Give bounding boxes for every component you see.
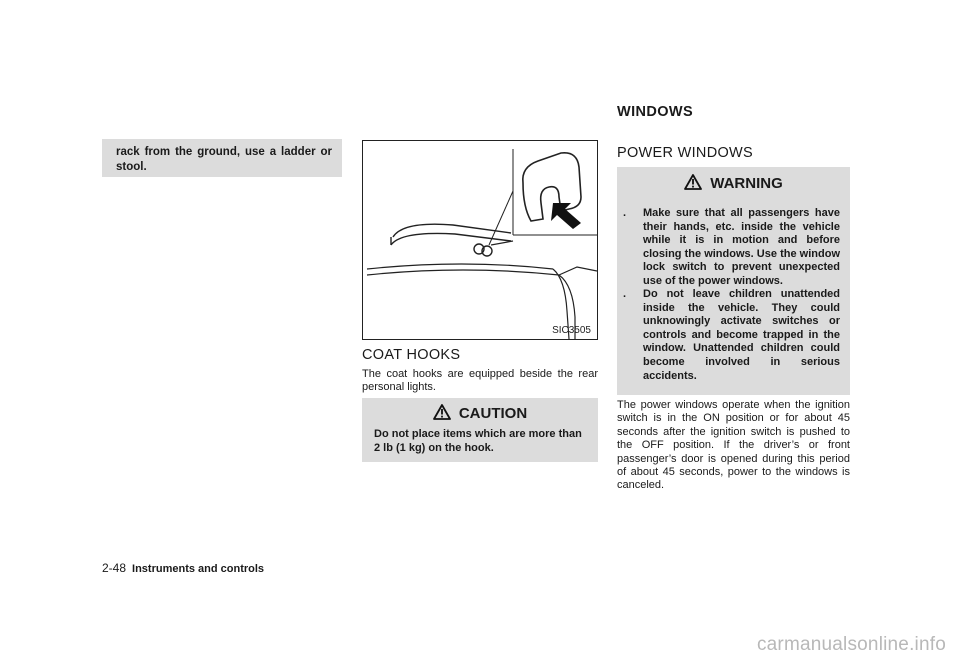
watermark: carmanualsonline.info <box>756 634 946 655</box>
coat-hooks-body: The coat hooks are equipped beside the rear personal lights. <box>362 368 598 394</box>
warning-item <box>623 288 840 383</box>
coat-hook-illustration <box>362 140 598 340</box>
warning-triangle-icon <box>433 404 451 424</box>
coat-hooks-heading: COAT HOOKS <box>362 347 461 363</box>
warning-item-text: Make sure that all passengers have their hands, etc. inside the vehicle while it is in motion and before closing the windows. Use the window lock switch to prevent unexpected use of the power windows. <box>643 207 840 287</box>
warning-heading-text: WARNING <box>710 175 783 192</box>
caution-box <box>362 398 598 462</box>
warning-triangle-icon <box>684 174 702 194</box>
caution-text: Do not place items which are more than 2 lb (1 kg) on the hook. <box>374 428 582 454</box>
coat-hook-drawing <box>363 141 597 339</box>
page-number: 2-48 <box>102 561 127 575</box>
page-footer <box>102 561 264 575</box>
bullet: . <box>623 288 627 300</box>
footer-section-title: Instruments and controls <box>132 563 265 575</box>
figure-label: SIC3505 <box>552 325 591 336</box>
caution-heading <box>362 404 598 424</box>
carryover-note <box>102 139 342 177</box>
caution-heading-text: CAUTION <box>458 405 528 422</box>
warning-item <box>623 207 840 289</box>
warning-item-text: Do not leave children unattended inside the vehicle. They could unknowingly activate switches or controls and become trapped in the window. Unattended children could become involved in serious accidents. <box>643 288 840 382</box>
carryover-note-text: rack from the ground, use a ladder or stool. <box>116 146 332 173</box>
warning-heading <box>617 174 850 194</box>
power-windows-body: The power windows operate when the ignition switch is in the ON position or for about 45 seconds after the ignition switch is pushed to the OFF position. If the driver’s or front passenger’s door is opened during this period of about 45 seconds, power to the windows is canceled. <box>617 399 850 492</box>
power-windows-heading: POWER WINDOWS <box>617 145 753 161</box>
section-title: WINDOWS <box>617 104 694 120</box>
warning-box <box>617 167 850 395</box>
bullet: . <box>623 207 627 219</box>
